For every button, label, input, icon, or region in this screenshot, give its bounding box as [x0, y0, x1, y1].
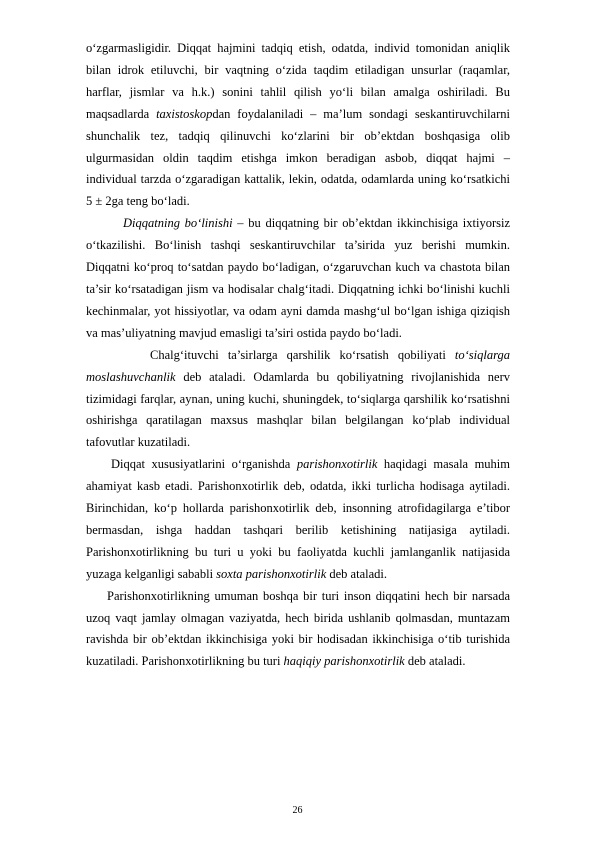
- body-text: [86, 38, 510, 673]
- page-number: 26: [292, 805, 303, 816]
- term-tosiqlarga-moslashuvchanlik: to‘siqlarga moslashuvchanlik: [86, 347, 510, 384]
- term-soxta-parishonxotirlik: soxta parishonxotirlik: [216, 566, 327, 581]
- paragraph-absent-mindedness: [86, 454, 510, 585]
- paragraph-attention-span: [86, 38, 510, 213]
- term-diqqatning-bolinishi: Diqqatning bo‘linishi: [123, 216, 233, 231]
- paragraph-text: Chalg‘ituvchi ta’sirlarga qarshilik ko‘rsatish qobiliyati: [150, 347, 455, 362]
- paragraph-text: dan foydalaniladi – ma’lum sondagi seskantiruvchilarni shunchalik tez, tadqiq qilinuvchi ko‘zlarini bir ob’ektdan boshqasiga olib ulgurmasidan oldin taqdim etishga imkon beradigan asbob, diqqat hajmi – individual tarzda o‘zgaradigan kattalik, lekin, odatda, odamlarda uning ko‘rsatkichi 5 ± 2ga teng bo‘ladi.: [86, 106, 510, 209]
- paragraph-text: deb ataladi.: [326, 566, 387, 581]
- term-haqiqiy-parishonxotirlik: haqiqiy parishonxotirlik: [283, 654, 405, 669]
- paragraph-text: Parishonxotirlikning umuman boshqa bir turi inson diqqatini hech bir narsada uzoq vaqt jamlay olmagan vaziyatda, hech birida ushlanib qolmasdan, muntazam ravishda bir ob’ektdan ikkinchisiga yoki bir hodisadan ikkinchisiga o‘tib turishida kuzatiladi. Parishonxotirlikning bu turi: [86, 588, 510, 669]
- paragraph-text: o‘zgarmasligidir. Diqqat hajmini tadqiq etish, odatda, individ tomonidan aniqlik bilan idrok etiluvchi, bir vaqtning o‘zida taqdim etiladigan unsurlar (raqamlar, harflar, jismlar va h.k.) sonini tahlil qilish yo‘li bilan amalga oshiriladi. Bu maqsadlarda: [86, 41, 510, 121]
- term-taxistoskop: taxistoskop: [156, 106, 213, 121]
- paragraph-text: Diqqat xususiyatlarini o‘rganishda: [111, 457, 297, 472]
- paragraph-text: – bu diqqatning bir ob’ektdan ikkinchisiga ixtiyorsiz o‘tkazilishi. Bo‘linish tashqi seskantiruvchilar ta’sirida yuz berishi mumkin. Diqqatni ko‘proq to‘satdan paydo bo‘ladigan, o‘zgaruvchan kuch va chastota bilan ta’sir ko‘rsatadigan jism va hodisalar chalg‘itadi. Diqqatning ichki bo‘linishi kuchli kechinmalar, yot hissiyotlar, va odam ayni damda mashg‘ul bo‘lgan ishiga qiziqish va mas’uliyatning mavjud emasligi ta’siri ostida paydo bo‘ladi.: [86, 216, 511, 340]
- paragraph-distraction: [86, 213, 510, 344]
- paragraph-text: haqidagi masala muhim ahamiyat kasb etadi. Parishonxotirlik deb, odatda, ikki turlicha hodisaga aytiladi. Birinchidan, ko‘p hollarda parishonxotirlik deb, insonning atrofidagilarga e’tibor bermasdan, ishga haddan tashqari berilib ketishining natijasiga aytiladi. Parishonxotirlikning bu turi u yoki bu faoliyatda kuchli jamlanganlik natijasida yuzaga kelganligi sababli: [86, 457, 511, 581]
- term-parishonxotirlik: parishonxotirlik: [296, 457, 378, 472]
- paragraph-true-absent-mindedness: [86, 586, 510, 674]
- paragraph-resistance: [86, 345, 510, 455]
- paragraph-text: deb ataladi. Odamlarda bu qobiliyatning rivojlanishida nerv tizimidagi farqlar, aynan, uning kuchi, shuningdek, to‘siqlarga qarshilik ko‘rsatishni oshirishga qaratilagan maxsus mashqlar bilan belgilangan ko‘plab individual tafovutlar kuzatiladi.: [86, 369, 510, 450]
- paragraph-text: deb ataladi.: [404, 654, 466, 669]
